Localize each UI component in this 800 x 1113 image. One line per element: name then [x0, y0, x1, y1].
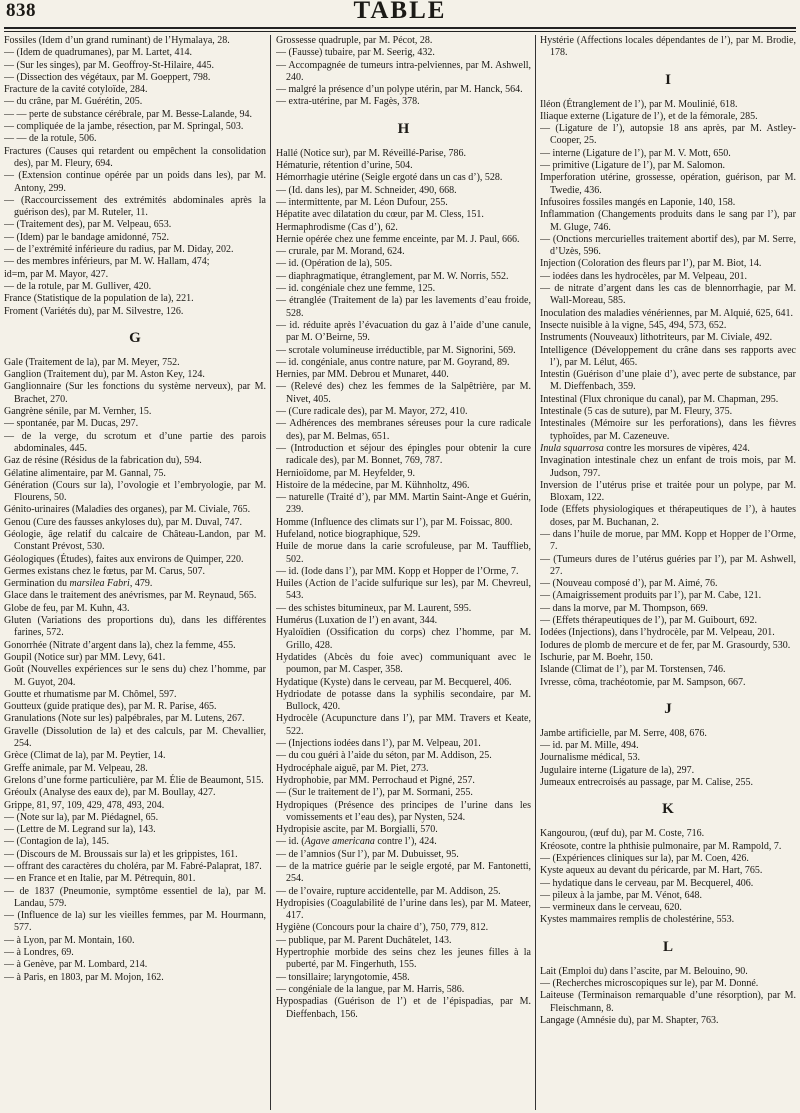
index-entry: Intestinal (Flux chronique du canal), par M. Chapman, 295. [540, 393, 779, 405]
index-entry: Gélatine alimentaire, par M. Gannal, 75. [4, 467, 166, 479]
index-entry: Gluten (Variations des proportions du), dans les différentes farines, 572. [4, 615, 266, 639]
section-letter: I [665, 71, 671, 88]
index-entry: Hydropisie ascite, par M. Borgialli, 570. [276, 824, 438, 836]
index-entry: Géologiques (Études), faites aux environs de Quimper, 220. [4, 553, 244, 565]
index-entry: Globe de feu, par M. Kuhn, 43. [4, 602, 130, 614]
index-entry: Grossesse quadruple, par M. Pécot, 28. [276, 35, 433, 46]
index-column-middle [276, 35, 531, 1110]
index-entry: Instruments (Nouveaux) lithotriteurs, par M. Civiale, 492. [540, 332, 773, 344]
index-entry: id=m, par M. Mayor, 427. [4, 268, 109, 280]
index-entry: Homme (Influence des climats sur l’), par M. Foissac, 800. [276, 516, 513, 528]
index-entry: Ischurie, par M. Boehr, 150. [540, 651, 653, 663]
index-entry: — id. congéniale, anus contre nature, par M. Goyrand, 89. [276, 356, 510, 368]
section-letter: K [662, 801, 674, 818]
index-entry: Inula squarrosa contre les morsures de vipères, 424. [540, 442, 750, 454]
index-entry: Hépatite avec dilatation du cœur, par M. Cless, 151. [276, 209, 484, 221]
index-entry: — tonsillaire; laryngotomie, 458. [276, 971, 410, 983]
index-entry: Hernie opérée chez une femme enceinte, par M. J. Paul, 666. [276, 233, 520, 245]
index-entry: Greffe animale, par M. Velpeau, 28. [4, 762, 148, 774]
index-entry: Hydriodate de potasse dans la syphilis secondaire, par M. Bullock, 420. [276, 688, 531, 713]
index-entry: — — perte de substance cérébrale, par M. Besse-Lalande, 94. [4, 108, 252, 120]
index-entry: Hyaloïdien (Ossification du corps) chez l’homme, par M. Grillo, 428. [276, 627, 531, 651]
index-entry: — crurale, par M. Morand, 624. [276, 246, 405, 258]
index-entry: Hermaphrodisme (Cas d’), 62. [276, 221, 398, 233]
index-entry: Intelligence (Développement du crâne dans ses rapports avec l’), par M. Lélut, 465. [540, 344, 796, 368]
index-entry: Hernies, par MM. Debrou et Munaret, 440. [276, 369, 449, 381]
index-entry: — de l’amnios (Sur l’), par M. Dubuisset, 95. [276, 848, 459, 860]
index-entry: Huiles (Action de l’acide sulfurique sur les), par M. Chevreul, 543. [276, 578, 531, 602]
index-entry: — (Idem) par le bandage amidonné, 752. [4, 231, 169, 243]
index-entry: Kangourou, (œuf du), par M. Coste, 716. [540, 828, 705, 840]
index-entry: Intestinale (5 cas de suture), par M. Fleury, 375. [540, 406, 733, 418]
index-entry: — malgré la présence d’un polype utérin, par M. Hanck, 564. [276, 84, 523, 96]
index-entry: Hydropisies (Coagulabilité de l’urine dans les), par M. Mateer, 417. [276, 897, 531, 922]
index-entry: Iode (Effets physiologiques et thérapeutiques de l’), à hautes doses, par M. Buchanan, 2. [540, 504, 796, 528]
header-rule [4, 27, 796, 29]
index-entry: Hernioïdome, par M. Heyfelder, 9. [276, 467, 415, 479]
section-letter: G [129, 329, 141, 346]
index-entry: Inversion de l’utérus prise et traitée pour un polype, par M. Bloxam, 122. [540, 479, 796, 504]
index-entry: Froment (Variétés du), par M. Silvestre, 126. [4, 305, 184, 317]
index-entry: Inoculation des maladies vénériennes, par M. Alquié, 625, 641. [540, 307, 793, 319]
section-letter: J [664, 700, 672, 717]
index-entry: — (Onctions mercurielles traitement abortif des), par M. Serre, d’Uzès, 596. [540, 233, 796, 258]
index-entry: Hydrocèle (Acupuncture dans l’), par MM. Travers et Keate, 522. [276, 713, 531, 737]
index-entry: Huile de morue dans la carie scrofuleuse, par M. Taufflieb, 502. [276, 541, 531, 565]
index-entry: Humérus (Luxation de l’) en avant, 344. [276, 615, 438, 627]
index-entry: — dans l’huile de morue, par MM. Kopp et Hopper de l’Orme, 7. [540, 528, 796, 553]
index-entry: — de la verge, du scrotum et d’une partie des parois abdominales, 445. [4, 430, 266, 454]
index-entry: — du cou guéri à l’aide du séton, par M. Addison, 25. [276, 750, 492, 762]
page-number: 838 [6, 0, 36, 21]
index-entry: Goutte et rhumatisme par M. Chômel, 597. [4, 688, 177, 700]
index-entry: — (Injections iodées dans l’), par M. Velpeau, 201. [276, 738, 481, 750]
index-entry: — (Discours de M. Broussais sur la) et les grippistes, 161. [4, 848, 238, 860]
index-entry: Gonorrhée (Nitrate d’argent dans la), chez la femme, 455. [4, 639, 236, 651]
index-entry: Gale (Traitement de la), par M. Meyer, 752. [4, 356, 180, 368]
index-entry: — (Traitement des), par M. Velpeau, 653. [4, 219, 172, 231]
index-entry: — à Londres, 69. [4, 947, 74, 959]
index-entry: — — de la rotule, 506. [4, 133, 97, 145]
section-letter: H [397, 120, 410, 137]
index-entry: — en France et en Italie, par M. Pétrequin, 801. [4, 873, 196, 885]
index-entry: Genou (Cure des fausses ankyloses du), par M. Duval, 747. [4, 516, 243, 528]
index-entry: — des schistes bitumineux, par M. Laurent, 595. [276, 602, 472, 614]
index-entry: Hématurie, rétention d’urine, 504. [276, 160, 413, 172]
index-entry: Hygiène (Concours pour la chaire d’), 750, 779, 812. [276, 922, 489, 934]
index-entry: Hypospadias (Guérison de l’) et de l’épispadias, par M. Dieffenbach, 156. [276, 996, 531, 1020]
index-entry: Gaz de résine (Résidus de la fabrication du), 594. [4, 455, 202, 467]
index-entry: France (Statistique de la population de la), 221. [4, 293, 194, 305]
index-entry: Intestinales (Mémoire sur les perforations), dans les fièvres typhoïdes, par M. Cazeneuve. [540, 418, 796, 442]
index-entry: — (Introduction et séjour des épingles pour obtenir la cure radicale des), par M. Bonnet, 769, 787. [276, 442, 531, 467]
index-entry: Fractures (Causes qui retardent ou empêchent la consolidation des), par M. Fleury, 694. [4, 145, 266, 169]
index-entry: Goût (Nouvelles expériences sur le sens du) chez l’homme, par M. Guyot, 204. [4, 664, 266, 688]
index-entry: — id. congéniale chez une femme, 125. [276, 283, 436, 295]
index-entry: Goutteux (guide pratique des), par M. R. Parise, 465. [4, 701, 217, 713]
index-entry: Iliaque externe (Ligature de l’), et de la fémorale, 285. [540, 110, 758, 122]
column-divider [535, 35, 536, 1110]
index-entry: — interne (Ligature de l’), par M. V. Mott, 650. [540, 147, 731, 159]
index-entry: — de l’extrémité inférieure du radius, par M. Diday, 202. [4, 244, 234, 256]
index-entry: Grelons d’une forme particulière, par M. Élie de Beaumont, 515. [4, 774, 264, 786]
index-entry: Infusoires fossiles mangés en Laponie, 140, 158. [540, 196, 736, 208]
index-entry: Islande (Climat de l’), par M. Torstensen, 746. [540, 664, 726, 676]
index-entry: Intestin (Guérison d’une plaie d’), avec perte de substance, par M. Dieffenbach, 359. [540, 369, 796, 393]
index-entry: — primitive (Ligature de l’), par M. Salomon. [540, 160, 725, 172]
index-entry: Ivresse, côma, trachéotomie, par M. Sampson, 667. [540, 676, 746, 688]
index-entry: — (Ligature de l’), autopsie 18 ans après, par M. Astley-Cooper, 25. [540, 123, 796, 147]
index-entry: — pileux à la jambe, par M. Vénot, 648. [540, 889, 703, 901]
index-entry: — congéniale de la langue, par M. Harris, 586. [276, 983, 465, 995]
index-entry: Insecte nuisible à la vigne, 545, 494, 573, 652. [540, 319, 727, 331]
index-entry: Gravelle (Dissolution de la) et des calculs, par M. Chevallier, 254. [4, 725, 266, 750]
index-entry: — (Contagion de la), 145. [4, 836, 109, 848]
index-entry: — de la rotule, par M. Gulliver, 420. [4, 280, 152, 292]
index-column-left [4, 35, 266, 1110]
index-entry: — (Amaigrissement produits par l’), par M. Cabe, 121. [540, 590, 762, 602]
index-entry: — (Tumeurs dures de l’utérus guéries par l’), par M. Ashwell, 27. [540, 553, 796, 577]
index-entry: — (Effets thérapeutiques de l’), par M. Guibourt, 692. [540, 615, 757, 627]
index-entry: — scrotale volumineuse irréductible, par M. Signorini, 569. [276, 344, 516, 356]
index-entry: — à Paris, en 1803, par M. Mojon, 162. [4, 971, 164, 983]
index-entry: — (Id. dans les), par M. Schneider, 490, 668. [276, 184, 457, 196]
index-entry: Hémorrhagie utérine (Seigle ergoté dans un cas d’), 528. [276, 172, 503, 184]
index-entry: — à Genève, par M. Lombard, 214. [4, 959, 148, 971]
index-entry: — de la matrice guérie par le seigle ergoté, par M. Fantonetti, 254. [276, 861, 531, 885]
index-entry: — publique, par M. Parent Duchâtelet, 143. [276, 934, 452, 946]
index-entry: Ganglionnaire (Sur les fonctions du système nerveux), par M. Brachet, 270. [4, 381, 266, 405]
index-entry: Jugulaire interne (Ligature de la), 297. [540, 764, 695, 776]
index-entry: — naturelle (Traité d’), par MM. Martin Saint-Ange et Guérin, 239. [276, 492, 531, 516]
index-entry: — spontanée, par M. Ducas, 297. [4, 418, 139, 430]
index-entry: — intermittente, par M. Léon Dufour, 255. [276, 196, 448, 208]
index-entry: — (Nouveau composé d’), par M. Aimé, 76. [540, 578, 718, 590]
index-entry: Kystes mammaires remplis de cholestérine, 553. [540, 914, 735, 926]
index-entry: Langage (Amnésie du), par M. Shapter, 763. [540, 1014, 719, 1026]
index-entry: Kréosote, contre la phthisie pulmonaire, par M. Rampold, 7. [540, 840, 782, 852]
index-entry: — extra-utérine, par M. Fagès, 378. [276, 96, 420, 108]
index-entry: Hufeland, notice biographique, 529. [276, 528, 421, 540]
index-entry: Grèce (Climat de la), par M. Peytier, 14. [4, 750, 166, 762]
index-entry: — (Sur les singes), par M. Geoffroy-St-Hilaire, 445. [4, 59, 215, 71]
index-entry: — diaphragmatique, étranglement, par M. W. Norris, 552. [276, 270, 509, 282]
index-entry: — (Note sur la), par M. Piédagnel, 65. [4, 811, 159, 823]
index-entry: Jumeaux entrecroisés au passage, par M. Calise, 255. [540, 777, 753, 789]
index-entry: Hydatides (Abcès du foie avec) communiquant avec le poumon, par M. Casper, 358. [276, 651, 531, 676]
index-entry: — (Recherches microscopiques sur le), par M. Donné. [540, 978, 759, 989]
index-entry: Lait (Emploi du) dans l’ascite, par M. Belouino, 90. [540, 965, 748, 977]
index-entry: — (Sur le traitement de l’), par M. Sormani, 255. [276, 787, 473, 799]
index-entry: — (Cure radicale des), par M. Mayor, 272, 410. [276, 406, 468, 418]
index-entry: — id. (Iode dans l’), par MM. Kopp et Hopper de l’Orme, 7. [276, 565, 519, 577]
index-entry: Hypertrophie morbide des seins chez les jeunes filles à la puberté, par M. Fingerhuth, 155. [276, 947, 531, 971]
index-entry: — de 1837 (Pneumonie, symptôme essentiel de la), par M. Landau, 579. [4, 885, 266, 909]
index-entry: Hydatique (Kyste) dans le cerveau, par M. Becquerel, 406. [276, 676, 512, 688]
page-title: TABLE [353, 0, 447, 24]
index-entry: Invagination intestinale chez un enfant de trois mois, par M. Judson, 797. [540, 455, 796, 479]
index-entry: — (Dissection des végétaux, par M. Goeppert, 798. [4, 71, 211, 83]
index-entry: Germination du marsilea Fabri, 479. [4, 578, 153, 590]
index-entry: Génito-urinaires (Maladies des organes), par M. Civiale, 765. [4, 504, 251, 516]
index-entry: — (Influence de la) sur les vieilles femmes, par M. Hourmann, 577. [4, 910, 266, 934]
index-entry: Gréoulx (Analyse des eaux de), par M. Boullay, 427. [4, 787, 216, 799]
index-entry: — du crâne, par M. Guérétin, 205. [4, 96, 143, 108]
index-entry: — de l’ovaire, rupture accidentelle, par M. Addison, 25. [276, 885, 501, 897]
index-entry: — (Lettre de M. Legrand sur la), 143. [4, 824, 156, 836]
index-entry: Iléon (Étranglement de l’), par M. Moulinié, 618. [540, 98, 738, 110]
index-entry: — (Relevé des) chez les femmes de la Salpêtrière, par M. Nivet, 405. [276, 381, 531, 405]
index-entry: — id. réduite après l’évacuation du gaz à l’aide d’une canule, par M. O’Beirne, 59. [276, 319, 531, 344]
index-entry: Grippe, 81, 97, 109, 429, 478, 493, 204. [4, 799, 165, 811]
index-entry: — de nitrate d’argent dans les cas de blennorrhagie, par M. Wall-Moreau, 585. [540, 283, 796, 307]
index-entry: — id. (Agave americana contre l’), 424. [276, 836, 437, 848]
index-entry: Kyste aqueux au devant du péricarde, par M. Hart, 765. [540, 865, 763, 877]
index-entry: — des membres inférieurs, par M. W. Hallam, 474; [4, 256, 210, 268]
index-entry: — id. (Opération de la), 505. [276, 258, 393, 270]
index-entry: Laiteuse (Terminaison remarquable d’une résorption), par M. Fleischmann, 8. [540, 990, 796, 1014]
index-entry: Jambe artificielle, par M. Serre, 408, 676. [540, 727, 707, 739]
index-entry: Génération (Cours sur la), l’ovologie et l’embryologie, par M. Flourens, 50. [4, 479, 266, 504]
index-entry: Journalisme médical, 53. [540, 752, 640, 764]
index-entry: Géologie, âge relatif du calcaire de Château-Landon, par M. Constant Prévost, 530. [4, 528, 266, 553]
index-entry: Hydrophobie, par MM. Perrochaud et Pigné, 257. [276, 774, 475, 786]
column-divider [270, 35, 271, 1110]
section-letter: L [662, 938, 673, 955]
index-entry: — (Extension continue opérée par un poids dans les), par M. Antony, 299. [4, 170, 266, 194]
index-entry: Hallé (Notice sur), par M. Réveillé-Parise, 786. [276, 147, 466, 159]
index-entry: — id. par M. Mille, 494. [540, 740, 639, 752]
index-entry: Fossiles (Idem d’un grand ruminant) de l’Hymalaya, 28. [4, 35, 230, 46]
index-entry: — offrant des caractères du choléra, par M. Fabré-Palaprat, 187. [4, 861, 262, 872]
index-entry: — (Expériences cliniques sur la), par M. Coen, 426. [540, 852, 749, 864]
index-entry: Germes existans chez le fœtus, par M. Carus, 507. [4, 565, 206, 577]
index-entry: — (Fausse) tubaire, par M. Seerig, 432. [276, 47, 435, 59]
index-entry: — à Lyon, par M. Montain, 160. [4, 934, 135, 946]
index-entry: — iodées dans les hydrocèles, par M. Velpeau, 201. [540, 270, 747, 282]
index-entry: Injection (Coloration des fleurs par l’), par M. Biot, 14. [540, 258, 762, 270]
index-entry: — Accompagnée de tumeurs intra-pelviennes, par M. Ashwell, 240. [276, 59, 531, 83]
index-entry: — vermineux dans le cerveau, 620. [540, 902, 682, 914]
index-entry: Histoire de la médecine, par M. Kühnholtz, 496. [276, 479, 470, 491]
index-entry: Fracture de la cavité cotyloïde, 284. [4, 84, 148, 96]
index-entry: — dans la morve, par M. Thompson, 669. [540, 602, 708, 614]
index-entry: Iodures de plomb de mercure et de fer, par M. Grasourdy, 530. [540, 639, 791, 651]
header-rule-thin [4, 31, 796, 32]
index-entry: Imperforation utérine, grossesse, opération, guérison, par M. Twedie, 436. [540, 172, 796, 196]
index-entry: Hydropiques (Présence des principes de l’urine dans les vomissements et l’eau des), par Nysten, 524. [276, 799, 531, 823]
index-entry: Iodées (Injections), dans l’hydrocèle, par M. Velpeau, 201. [540, 627, 775, 639]
index-entry: Ganglion (Traitement du), par M. Aston Key, 124. [4, 369, 205, 381]
index-entry: Inflammation (Changements produits dans le sang par l’), par M. Gluge, 746. [540, 209, 796, 233]
index-entry: Gangrène sénile, par M. Vernher, 15. [4, 406, 152, 418]
index-entry: Hystérie (Affections locales dépendantes de l’), par M. Brodie, 178. [540, 35, 796, 59]
index-entry: — compliquée de la jambe, résection, par M. Springal, 503. [4, 121, 244, 133]
index-entry: Goupil (Notice sur) par MM. Levy, 641. [4, 651, 166, 663]
index-entry: Hydrocéphale aiguë, par M. Piet, 273. [276, 762, 429, 774]
index-entry: Glace dans le traitement des anévrismes, par M. Reynaud, 565. [4, 590, 257, 602]
index-column-right [540, 35, 796, 1110]
index-entry: — (Idem de quadrumanes), par M. Lartet, 414. [4, 47, 192, 59]
index-entry: — étranglée (Traitement de la) par les lavements d’eau froide, 528. [276, 295, 531, 319]
index-entry: Granulations (Note sur les) palpébrales, par M. Lutens, 267. [4, 713, 245, 725]
index-entry: — (Raccourcissement des extrémités abdominales après la guérison des), par M. Ruteler, 11. [4, 194, 266, 219]
index-entry: — Adhérences des membranes séreuses pour la cure radicale des), par M. Belmas, 651. [276, 418, 531, 442]
index-entry: — hydatique dans le cerveau, par M. Becquerel, 406. [540, 877, 754, 889]
